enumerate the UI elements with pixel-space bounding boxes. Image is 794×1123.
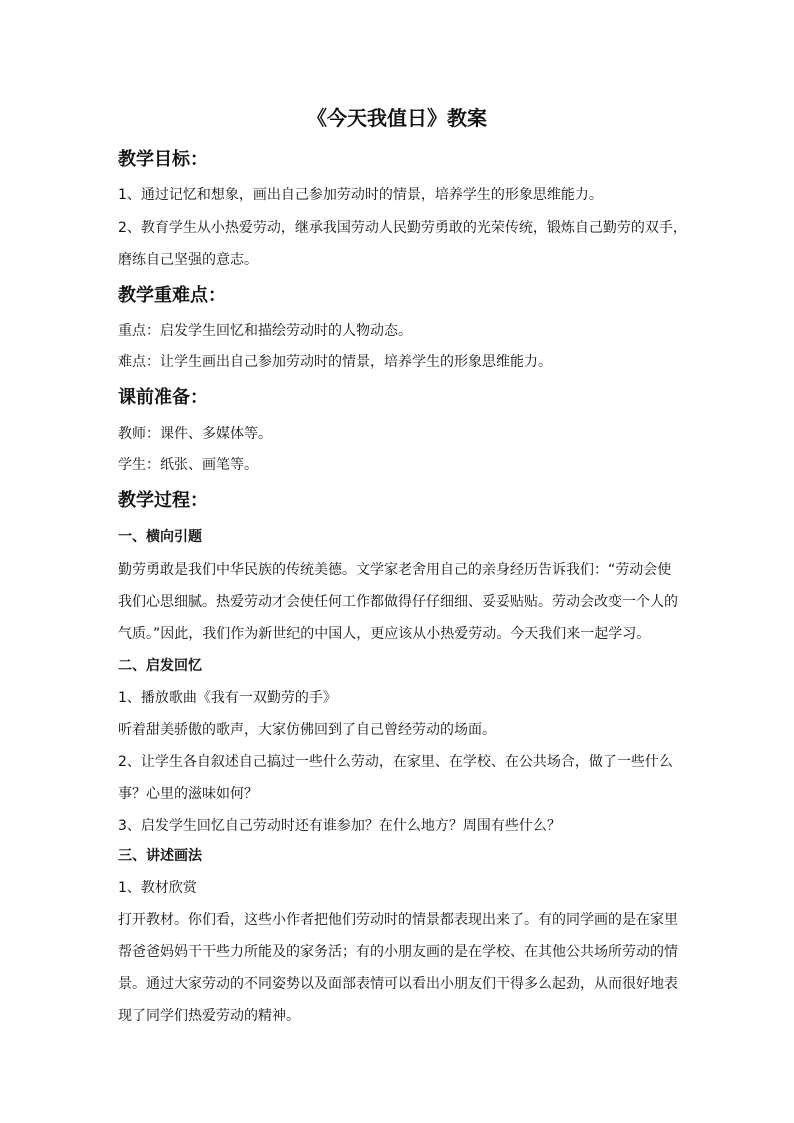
text-line: 2、教育学生从小热爱劳动，继承我国劳动人民勤劳勇敢的光荣传统，锻炼自己勤劳的双手，: [118, 220, 687, 236]
section-heading: 课前准备：: [118, 387, 208, 408]
subsection-heading: 二、启发回忆: [118, 658, 202, 674]
text-line: 我们心思细腻。热爱劳动才会使任何工作都做得仔仔细细、妥妥贴贴。劳动会改变一个人的: [118, 594, 678, 610]
text-line: 2、让学生各自叙述自己搞过一些什么劳动，在家里、在学校、在公共场合，做了一些什么: [118, 754, 673, 770]
document-title: 《今天我值日》教案: [307, 106, 487, 130]
subsection-heading: 一、横向引题: [118, 529, 202, 545]
text-line: 1、通过记忆和想象，画出自己参加劳动时的情景，培养学生的形象思维能力。: [118, 187, 603, 203]
text-line: 重点：启发学生回忆和描绘劳动时的人物动态。: [118, 323, 412, 339]
text-line: 磨练自己坚强的意志。: [118, 252, 258, 268]
section-heading: 教学过程：: [118, 490, 208, 511]
text-line: 打开教材。你们看，这些小作者把他们劳动时的情景都表现出来了。有的同学画的是在家里: [118, 912, 678, 928]
text-line: 3、启发学生回忆自己劳动时还有谁参加？在什么地方？周围有些什么？: [118, 818, 561, 834]
text-line: 1、教材欣赏: [118, 880, 197, 896]
section-heading: 教学重难点：: [118, 285, 226, 306]
text-line: 事？心里的滋味如何？: [118, 786, 258, 802]
text-line: 难点：让学生画出自己参加劳动时的情景，培养学生的形象思维能力。: [118, 354, 552, 370]
text-line: 听着甜美骄傲的歌声，大家仿佛回到了自己曾经劳动的场面。: [118, 722, 496, 738]
section-heading: 教学目标：: [118, 149, 208, 170]
text-line: 勤劳勇敢是我们中华民族的传统美德。文学家老舍用自己的亲身经历告诉我们：“劳动会使: [118, 562, 672, 578]
text-line: 现了同学们热爱劳动的精神。: [118, 1008, 300, 1024]
subsection-heading: 三、讲述画法: [118, 848, 202, 864]
text-line: 帮爸爸妈妈干干些力所能及的家务活；有的小朋友画的是在学校、在其他公共场所劳动的情: [118, 944, 678, 960]
text-line: 景。通过大家劳动的不同姿势以及面部表情可以看出小朋友们干得多么起劲，从而很好地表: [118, 976, 678, 992]
text-line: 1、播放歌曲《我有一双勤劳的手》: [118, 690, 337, 706]
text-line: 气质。”因此，我们作为新世纪的中国人，更应该从小热爱劳动。今天我们来一起学习。: [118, 626, 651, 642]
text-line: 教师：课件、多媒体等。: [118, 426, 272, 442]
text-line: 学生：纸张、画笔等。: [118, 457, 258, 473]
